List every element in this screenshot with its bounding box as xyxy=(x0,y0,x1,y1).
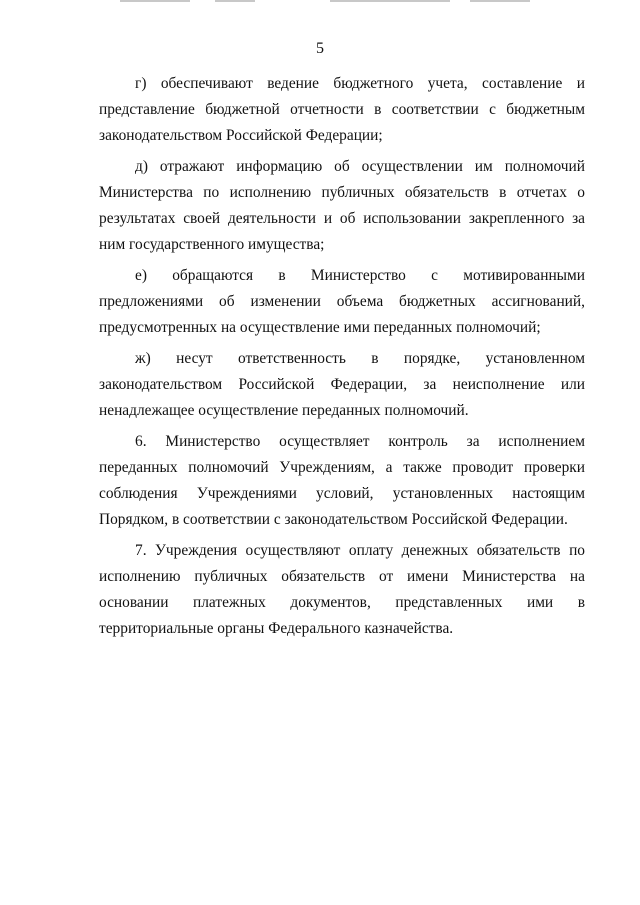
scan-artifact xyxy=(330,0,450,2)
page-number: 5 xyxy=(316,40,324,57)
scan-artifact xyxy=(215,0,255,2)
scan-artifact xyxy=(120,0,190,2)
paragraph-g: г) обеспечивают ведение бюджетного учета, составление и представление бюджетной отчетности в соответствии с бюджетным законодательством Российской Федерации; xyxy=(99,75,585,144)
document-body xyxy=(99,71,585,647)
scan-artifact xyxy=(470,0,530,2)
paragraph-7: 7. Учреждения осуществляют оплату денежных обязательств по исполнению публичных обязательств от имени Министерства на основании платежных документов, представленных ими в территориальные органы Федерального казначейства. xyxy=(99,542,585,637)
paragraph-6: 6. Министерство осуществляет контроль за исполнением переданных полномочий Учреждениям, а также проводит проверки соблюдения Учреждениями условий, установленных настоящим Порядком, в соответствии с законодательством Российской Федерации. xyxy=(99,433,585,528)
paragraph-e: е) обращаются в Министерство с мотивированными предложениями об изменении объема бюджетных ассигнований, предусмотренных на осуществление ими переданных полномочий; xyxy=(99,267,585,336)
paragraph-zh: ж) несут ответственность в порядке, установленном законодательством Российской Федерации, за неисполнение или ненадлежащее осуществление переданных полномочий. xyxy=(99,350,585,419)
paragraph-d: д) отражают информацию об осуществлении им полномочий Министерства по исполнению публичных обязательств в отчетах о результатах своей деятельности и об использовании закрепленного за ним государственного имущества; xyxy=(99,158,585,253)
